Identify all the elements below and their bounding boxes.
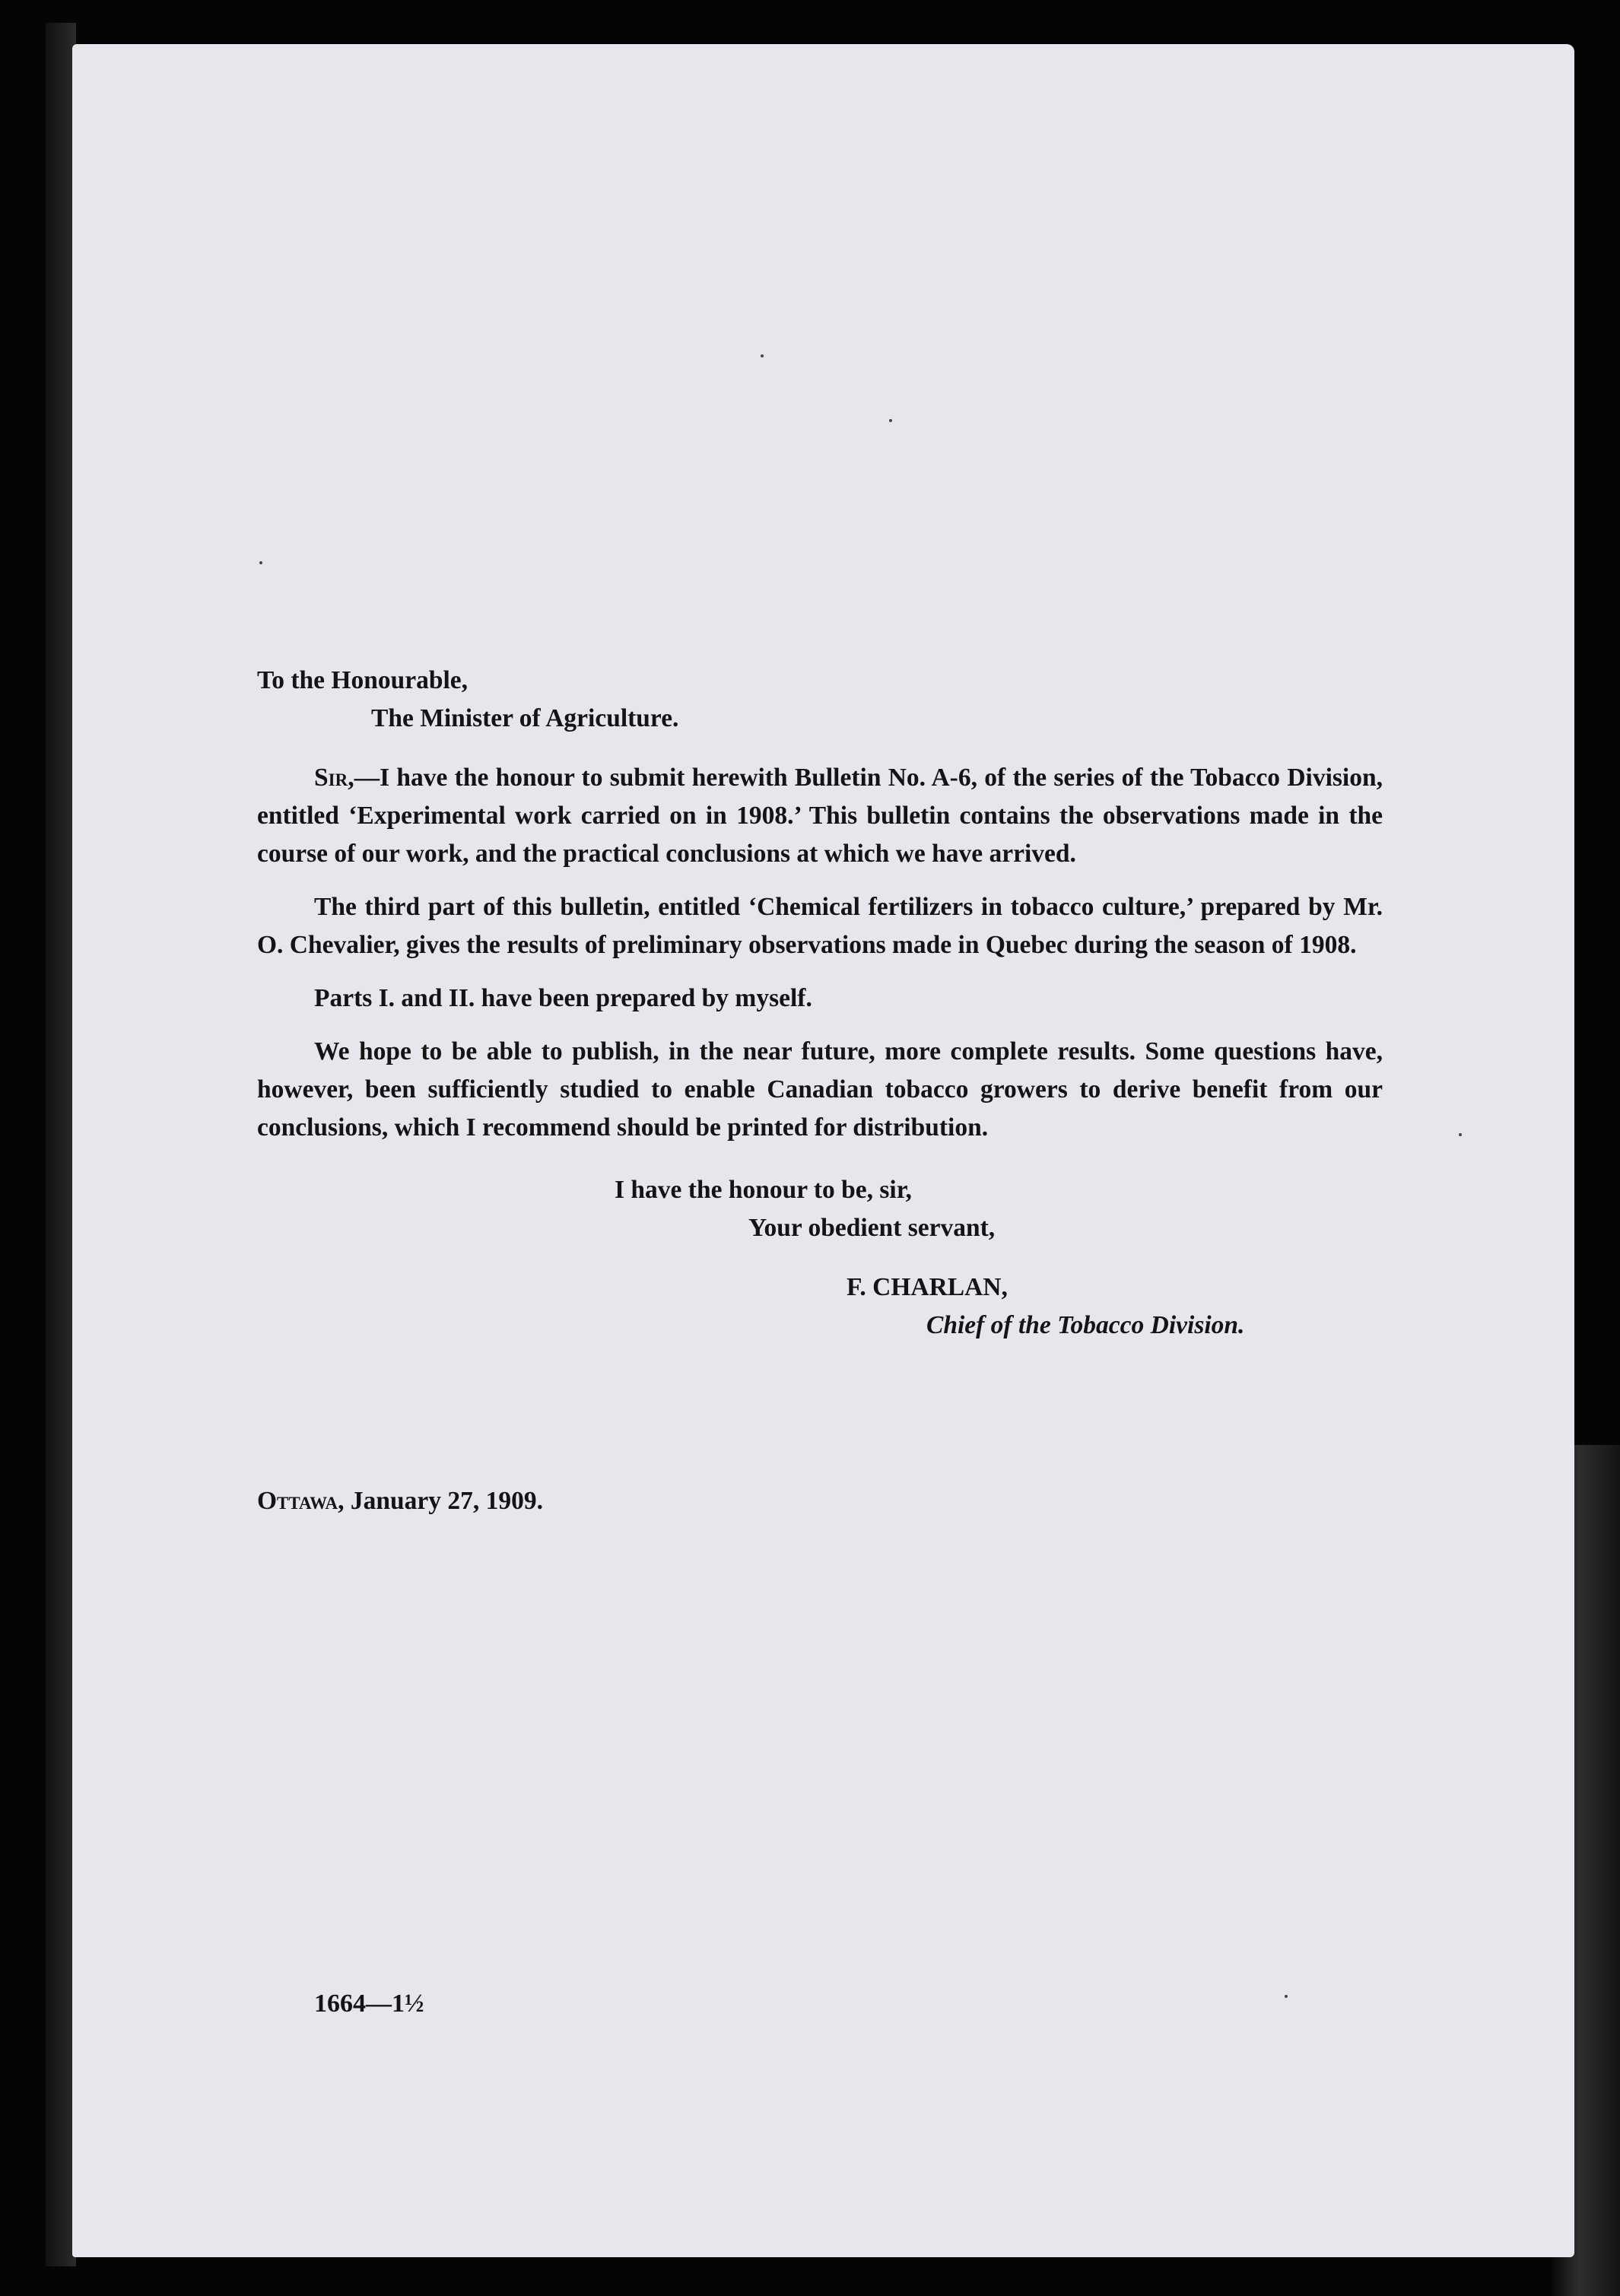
scan-speck [259,561,262,564]
closing-line-1: I have the honour to be, sir, [615,1176,912,1204]
scan-speck [1285,1995,1288,1998]
scan-speck [889,419,892,422]
paragraph-1-sir: Sir [314,764,348,792]
letter-date: , January 27, 1909. [338,1487,544,1515]
salutation-addressee: The Minister of Agriculture. [371,704,679,732]
paragraph-2: The third part of this bulletin, entitled ‘Chemical fertilizers in tobacco culture,’ prepared by Mr. O. Chevalier, gives the results of preliminary observations made in Quebec during the season of 1908. [257,893,1383,959]
paragraph-4: We hope to be able to publish, in the near future, more complete results. Some questions have, however, been sufficiently studied to enable Canadian tobacco growers to derive benefit from our conclusions, which I recommend should be printed for distribution. [257,1037,1383,1142]
closing-line-2: Your obedient servant, [748,1214,996,1242]
signature-mark: 1664—1½ [314,1990,424,2018]
paragraph-1 [257,759,1383,873]
scan-speck [761,354,764,357]
place-date-line [257,1487,543,1516]
scan-speck [1459,1133,1462,1136]
paragraph-1-text: ,—I have the honour to submit herewith Bulletin No. A-6, of the series of the Tobacco Division, entitled ‘Experimental work carried on in 1908.’ This bulletin contains the observations made in the course of our work, and the practical conclusions at which we have arrived. [257,764,1383,868]
signature-title: Chief of the Tobacco Division. [926,1311,1245,1339]
binding-edge [46,23,76,2266]
salutation-to: To the Honourable, [257,666,469,694]
paragraph-3: Parts I. and II. have been prepared by myself. [314,984,812,1012]
closing-block [257,1162,1383,1375]
letter-body [257,662,1383,1375]
signature-name: F. CHARLAN, [847,1273,1008,1301]
place-name: Ottawa [257,1487,338,1515]
